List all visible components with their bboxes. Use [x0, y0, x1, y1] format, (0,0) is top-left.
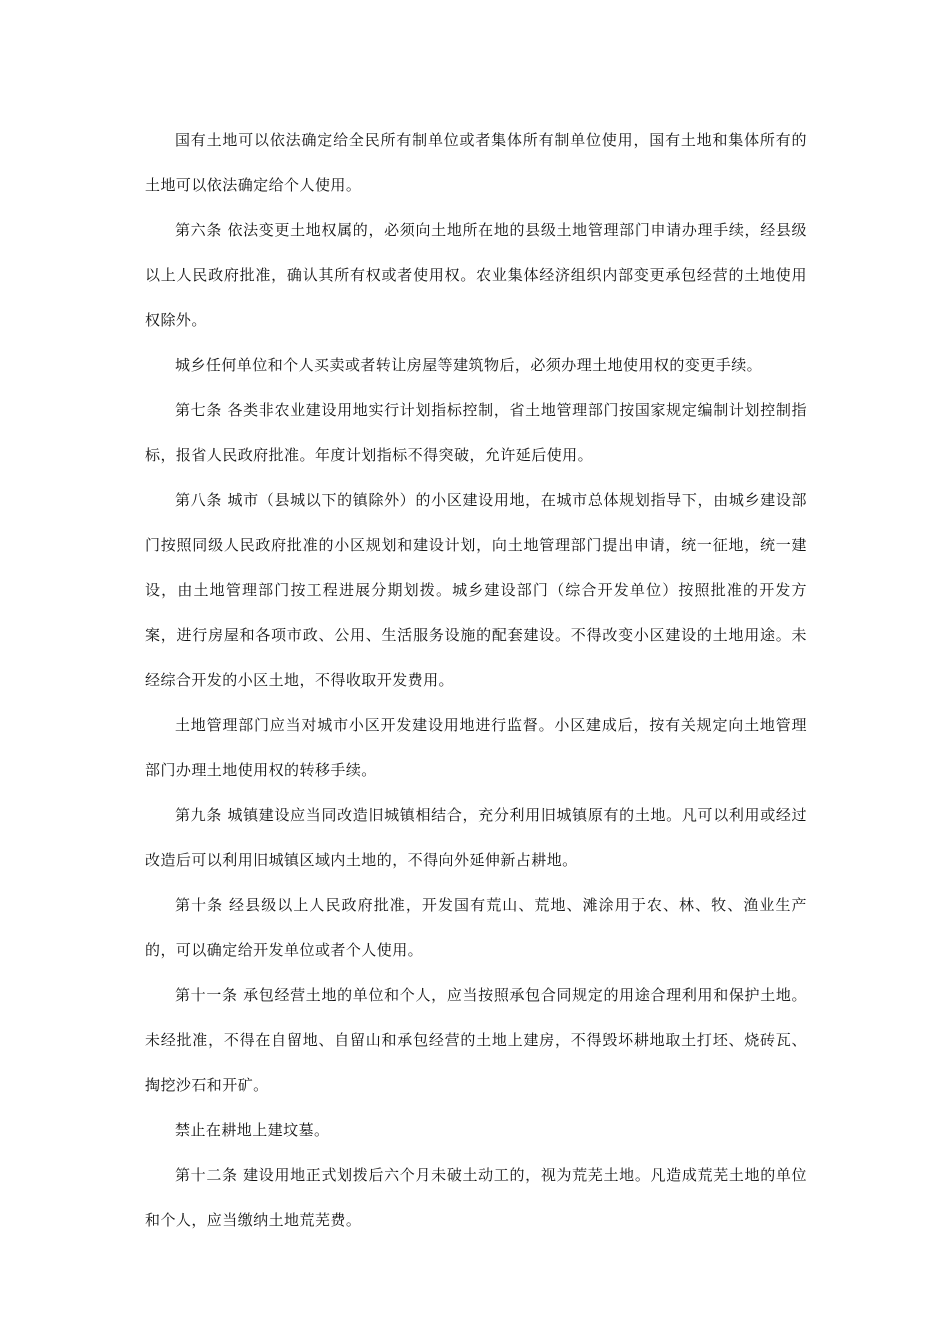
document-body	[145, 118, 807, 1243]
paragraph-building-transfer: 城乡任何单位和个人买卖或者转让房屋等建筑物后，必须办理土地使用权的变更手续。	[175, 356, 763, 374]
paragraph-article-8: 第八条 城市（县城以下的镇除外）的小区建设用地，在城市总体规划指导下，由城乡建设部门按照同级人民政府批准的小区规划和建设计划，向土地管理部门提出申请，统一征地，统一建设，由土地管理部门按工程进展分期划拨。城乡建设部门（综合开发单位）按照批准的开发方案，进行房屋和各项市政、公用、生活服务设施的配套建设。不得改变小区建设的土地用途。未经综合开发的小区土地，不得收取开发费用。	[145, 491, 807, 689]
paragraph-article-7: 第七条 各类非农业建设用地实行计划指标控制，省土地管理部门按国家规定编制计划控制指标，报省人民政府批准。年度计划指标不得突破，允许延后使用。	[145, 401, 807, 464]
paragraph-article-12: 第十二条 建设用地正式划拨后六个月未破土动工的，视为荒芜土地。凡造成荒芜土地的单位和个人，应当缴纳土地荒芜费。	[145, 1166, 807, 1229]
paragraph-state-land-use: 国有土地可以依法确定给全民所有制单位或者集体所有制单位使用，国有土地和集体所有的土地可以依法确定给个人使用。	[145, 131, 807, 194]
paragraph-article-6: 第六条 依法变更土地权属的，必须向土地所在地的县级土地管理部门申请办理手续，经县级以上人民政府批准，确认其所有权或者使用权。农业集体经济组织内部变更承包经营的土地使用权除外。	[145, 221, 807, 329]
paragraph-land-supervision: 土地管理部门应当对城市小区开发建设用地进行监督。小区建成后，按有关规定向土地管理部门办理土地使用权的转移手续。	[145, 716, 807, 779]
paragraph-article-10: 第十条 经县级以上人民政府批准，开发国有荒山、荒地、滩涂用于农、林、牧、渔业生产的，可以确定给开发单位或者个人使用。	[145, 896, 807, 959]
paragraph-no-graves: 禁止在耕地上建坟墓。	[175, 1121, 330, 1139]
paragraph-article-11: 第十一条 承包经营土地的单位和个人，应当按照承包合同规定的用途合理利用和保护土地。未经批准，不得在自留地、自留山和承包经营的土地上建房，不得毁坏耕地取土打坯、烧砖瓦、掏挖沙石和开矿。	[145, 986, 807, 1094]
paragraph-article-9: 第九条 城镇建设应当同改造旧城镇相结合，充分利用旧城镇原有的土地。凡可以利用或经过改造后可以利用旧城镇区域内土地的，不得向外延伸新占耕地。	[145, 806, 807, 869]
